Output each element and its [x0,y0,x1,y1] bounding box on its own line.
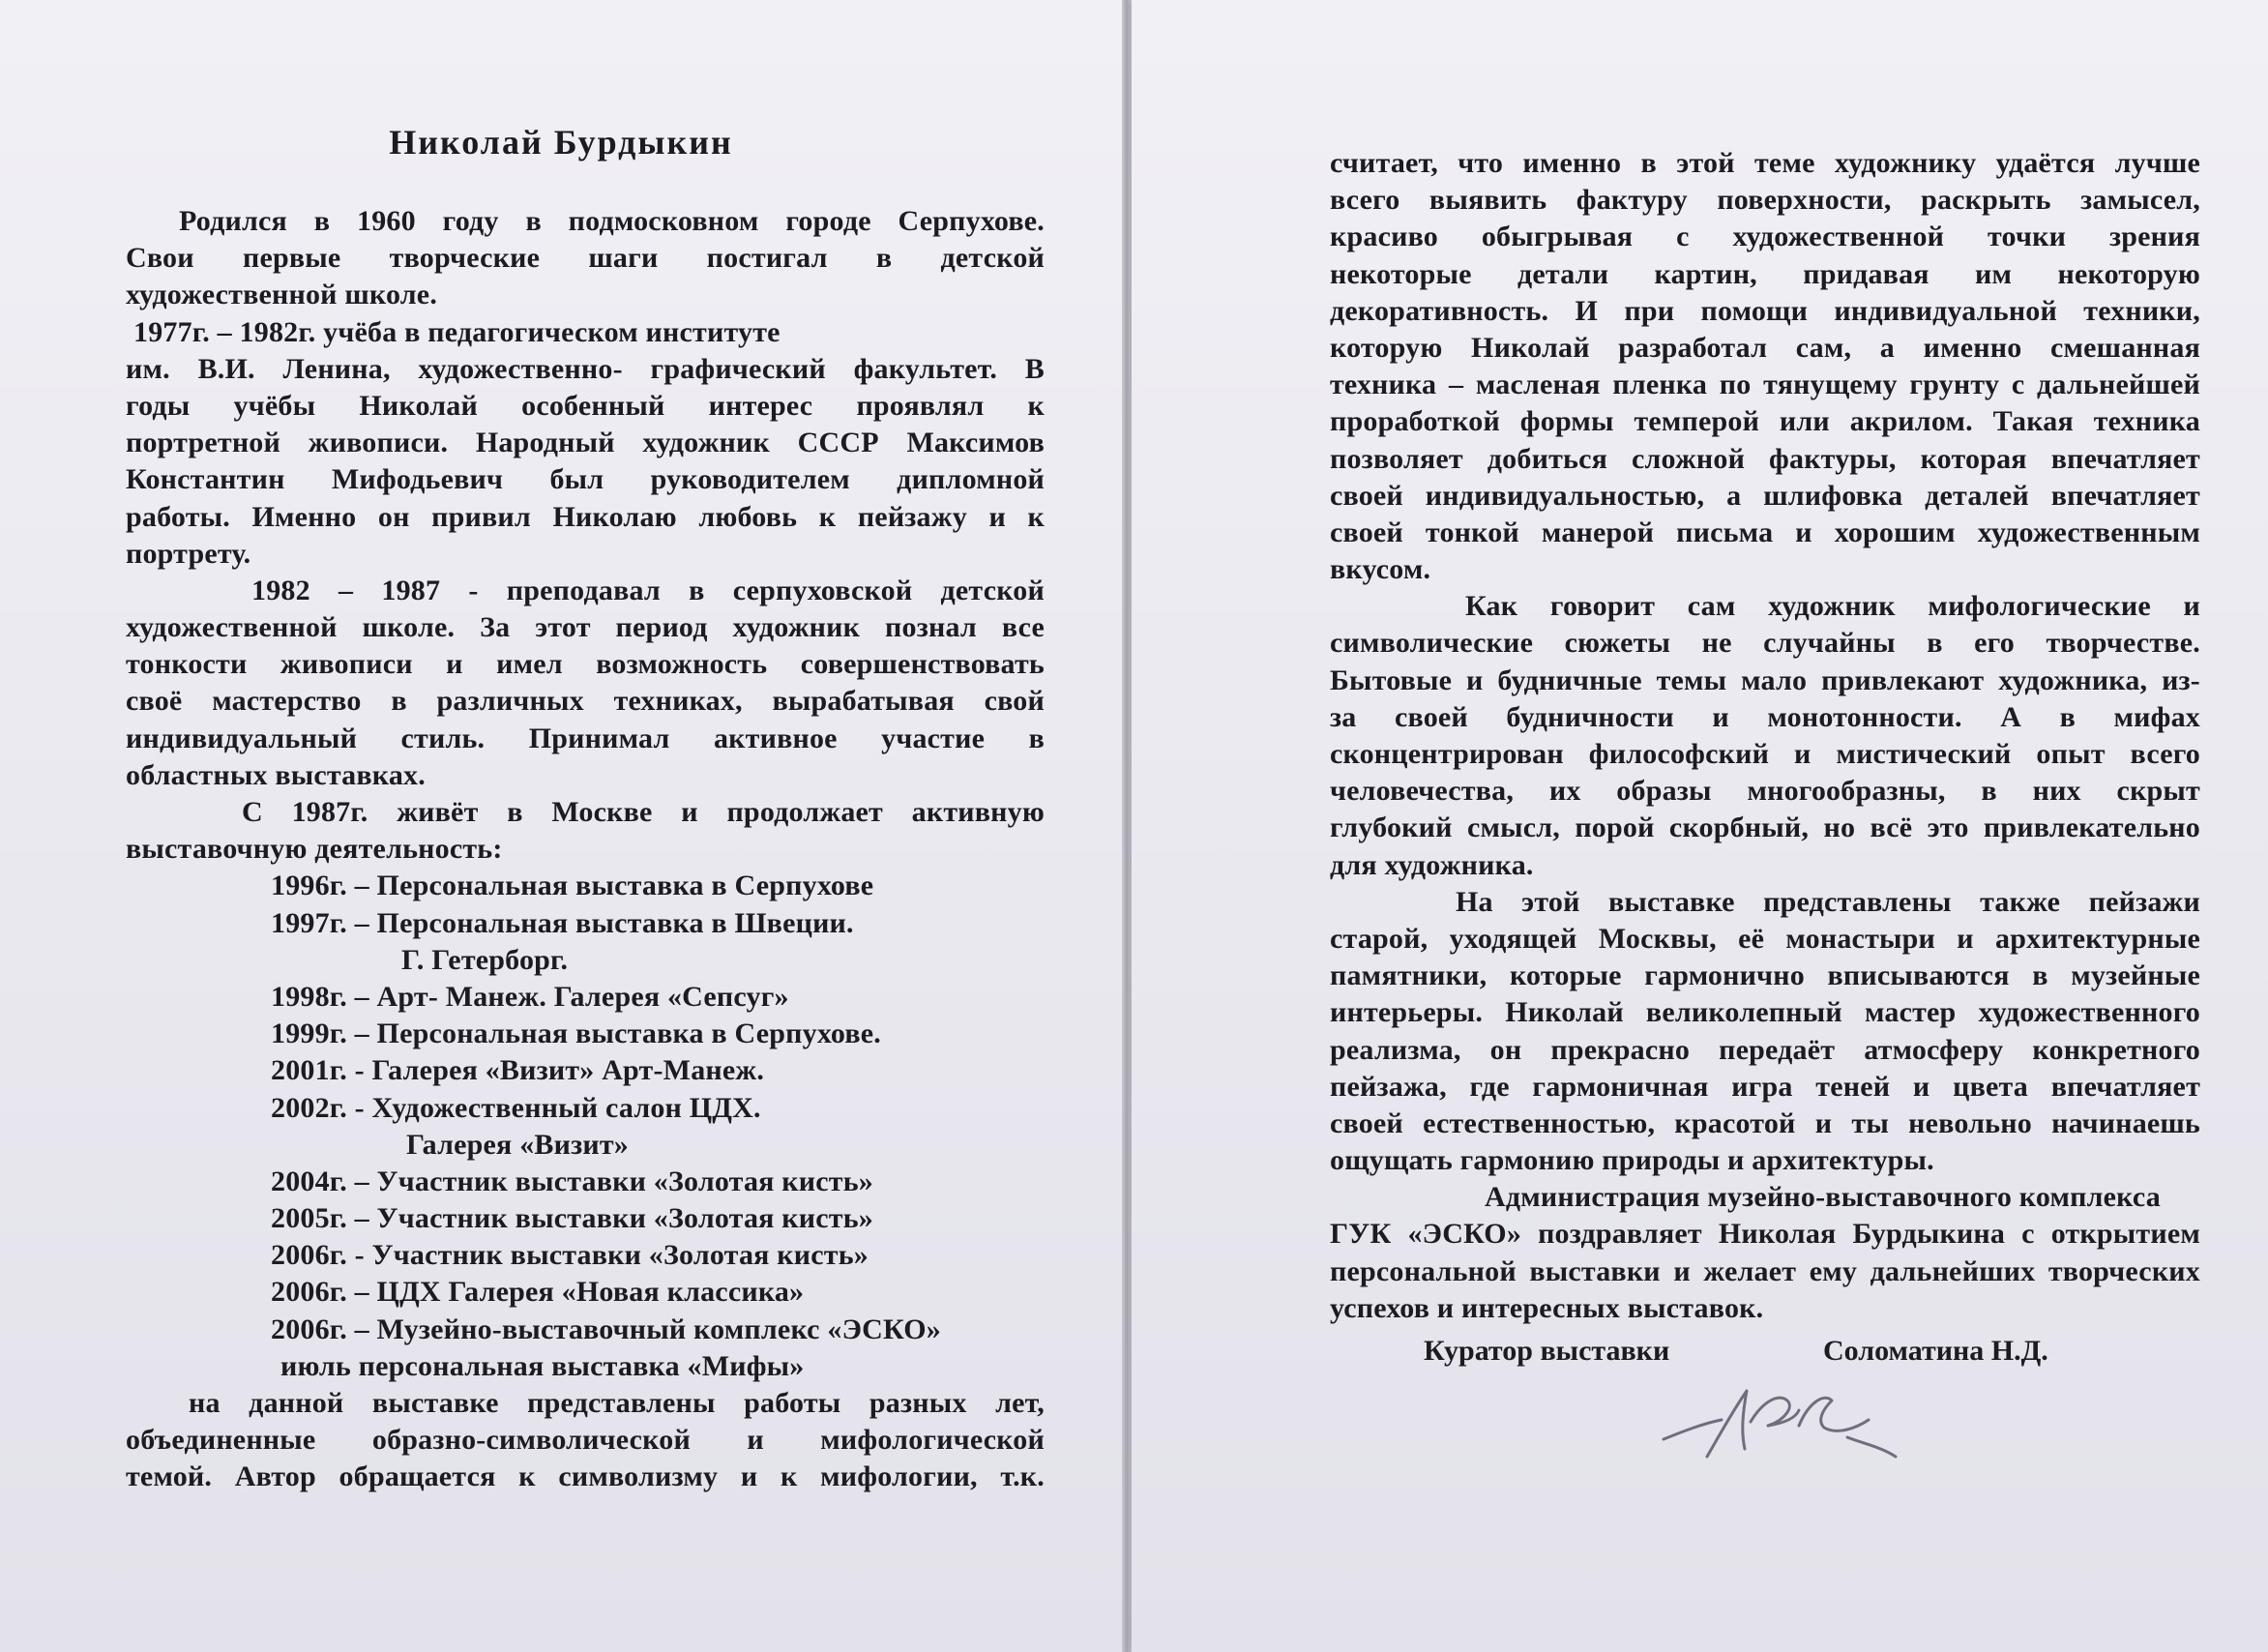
exhibition-item: 2006г. - Участник выставки «Золотая кисть» [271,1239,869,1272]
text-line: символические сюжеты не случайны в его творчестве. [1330,627,2200,660]
exhibition-item: 2005г. – Участник выставки «Золотая кисть» [271,1202,873,1235]
text-line: Родился в 1960 году в подмосковном городе Серпухове. [179,205,1045,237]
text-line: художественной школе. За этот период художник познал все [126,611,1045,644]
text-line: 1982 – 1987 - преподавал в серпуховской детской [251,574,1045,606]
page-title: Николай Бурдыкин [389,123,733,162]
text-line: ГУК «ЭСКО» поздравляет Николая Бурдыкина с открытием [1330,1218,2200,1251]
page-gutter [1122,0,1132,1652]
text-line: Константин Мифодьевич был руководителем дипломной [126,463,1045,496]
text-line: интерьеры. Николай великолепный мастер художественного [1330,996,2200,1029]
exhibition-item: Галерея «Визит» [406,1128,629,1161]
text-line: за своей будничности и монотонности. А в мифах [1330,700,2200,733]
text-line: которую Николай разработал сам, а именно смешанная [1330,331,2200,364]
text-line: декоративность. И при помощи индивидуальной техники, [1330,294,2200,327]
text-line: для художника. [1330,848,1534,881]
text-line: своей индивидуальностью, а шлифовка деталей впечатляет [1330,479,2200,512]
text-line: позволяет добиться сложной фактуры, которая впечатляет [1330,442,2200,475]
text-line: проработкой формы темперой или акрилом. Такая техника [1330,405,2200,438]
text-line: глубокий смысл, порой скорбный, но всё это привлекательно [1330,811,2200,844]
exhibition-item: 2006г. – Музейно-выставочный комплекс «ЭСКО» [271,1313,941,1345]
text-line: С 1987г. живёт в Москве и продолжает активную [242,796,1045,828]
text-line: некоторые детали картин, придавая им некоторую [1330,257,2200,290]
exhibition-item: Г. Гетерборг. [401,943,569,976]
text-line: всего выявить фактуру поверхности, раскрыть замысел, [1330,184,2200,217]
text-line: персональной выставки и желает ему дальнейших творческих [1330,1254,2200,1287]
text-line: 1977г. – 1982г. учёба в педагогическом институте [133,315,781,348]
text-line: Администрация музейно-выставочного комплекса [1485,1181,2161,1214]
text-line: портретной живописи. Народный художник СССР Максимов [126,427,1045,459]
signature-icon [1654,1364,1905,1470]
text-line: выставочную деятельность: [126,833,503,866]
exhibition-item: 1998г. – Арт- Манеж. Галерея «Сепсуг» [271,980,789,1013]
exhibition-item: 1996г. – Персональная выставка в Серпухове [271,870,874,902]
text-line: красиво обыгрывая с художественной точки зрения [1330,221,2200,253]
text-line: пейзажа, где гармоничная игра теней и цвета впечатляет [1330,1070,2200,1103]
text-line: на данной выставке представлены работы разных лет, [189,1387,1045,1419]
text-line: На этой выставке представлены также пейзажи [1456,885,2200,918]
text-line: реализма, он прекрасно передаёт атмосферу конкретного [1330,1033,2200,1066]
exhibition-item: 2006г. – ЦДХ Галерея «Новая классика» [271,1276,805,1309]
text-line: им. В.И. Ленина, художественно- графический факультет. В [126,352,1045,385]
text-line: старой, уходящей Москвы, её монастыри и архитектурные [1330,922,2200,955]
right-page-text [1330,145,2200,1327]
text-line: Свои первые творческие шаги постигал в детской [126,242,1045,275]
text-line: тонкости живописи и имел возможность совершенствовать [126,648,1045,681]
text-line: работы. Именно он привил Николаю любовь к пейзажу и к [126,500,1045,533]
curator-label: Куратор выставки [1424,1335,1670,1367]
text-line: портрету. [126,537,251,570]
left-page-text [126,203,1045,1496]
text-line: областных выставках. [126,758,426,791]
exhibition-item: 1999г. – Персональная выставка в Серпухове. [271,1018,881,1050]
exhibition-item: 2001г. - Галерея «Визит» Арт-Манеж. [271,1054,765,1087]
text-line: Как говорит сам художник мифологические и [1465,590,2200,623]
exhibition-item: 1997г. – Персональная выставка в Швеции. [271,906,854,939]
text-line: своей тонкой манерой письма и хорошим художественным [1330,516,2200,548]
text-line: считает, что именно в этой теме художнику удаётся лучше [1330,147,2200,179]
text-line: объединенные образно-символической и мифологической [126,1424,1045,1457]
text-line: техника – масленая пленка по тянущему грунту с дальнейшей [1330,369,2200,401]
text-line: своё мастерство в различных техниках, вырабатывая свой [126,685,1045,718]
exhibition-item: июль персональная выставка «Мифы» [280,1349,805,1382]
text-line: успехов и интересных выставок. [1330,1291,1764,1324]
exhibition-item: 2004г. – Участник выставки «Золотая кисть» [271,1165,873,1197]
exhibition-item: 2002г. - Художественный салон ЦДХ. [271,1091,761,1124]
curator-name: Соломатина Н.Д. [1823,1335,2048,1367]
text-line: сконцентрирован философский и мистический опыт всего [1330,738,2200,770]
text-line: ощущать гармонию природы и архитектуры. [1330,1144,1934,1177]
text-line: памятники, которые гармонично вписываются в музейные [1330,959,2200,992]
text-line: годы учёбы Николай особенный интерес проявлял к [126,389,1045,422]
text-line: Бытовые и будничные темы мало привлекают художника, из- [1330,664,2200,696]
text-line: художественной школе. [126,279,438,311]
text-line: своей естественностью, красотой и ты невольно начинаешь [1330,1106,2200,1139]
text-line: индивидуальный стиль. Принимал активное участие в [126,722,1045,754]
text-line: вкусом. [1330,553,1431,586]
text-line: человечества, их образы многообразны, в них скрыт [1330,775,2200,808]
text-line: темой. Автор обращается к символизму и к мифологии, т.к. [126,1460,1045,1493]
